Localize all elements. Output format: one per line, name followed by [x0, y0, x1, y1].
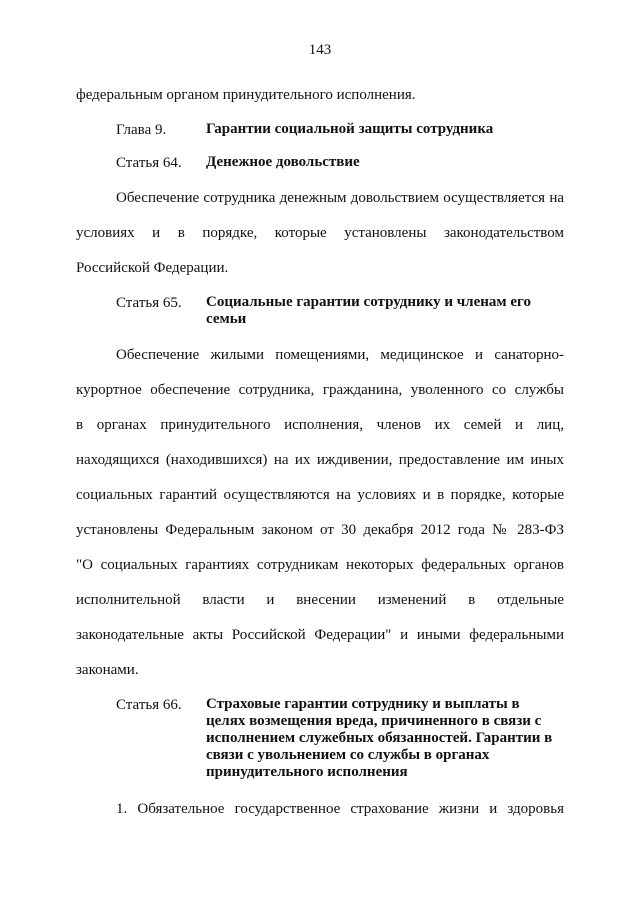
article-66-title-line: принудительного исполнения: [206, 764, 408, 780]
article-64-paragraph-line: Обеспечение сотрудника денежным довольствием осуществляется на: [116, 190, 564, 206]
article-66-title-line: Страховые гарантии сотруднику и выплаты в: [206, 696, 520, 712]
article-66-title-line: целях возмещения вреда, причиненного в связи с: [206, 713, 542, 729]
article-66-title-line: связи с увольнением со службы в органах: [206, 747, 490, 763]
article-64-paragraph-line: Российской Федерации.: [76, 260, 229, 276]
article-65-paragraph-line: законодательные акты Российской Федерации" и иными федеральными: [76, 627, 564, 643]
article-66-title-line: исполнением служебных обязанностей. Гарантии в: [206, 730, 553, 746]
article-65-paragraph-line: исполнительной власти и внесении изменений в отдельные: [76, 592, 564, 608]
article-65-paragraph-line: законами.: [76, 662, 139, 678]
article-65-paragraph-line: "О социальных гарантиях сотрудникам некоторых федеральных органов: [76, 557, 564, 573]
article-65-paragraph-line: социальных гарантий осуществляются на условиях и в порядке, которые: [76, 487, 564, 503]
article-65-title-line: семьи: [206, 311, 247, 327]
article-65-paragraph-line: курортное обеспечение сотрудника, гражданина, уволенного со службы: [76, 382, 564, 398]
article-64-label: Статья 64.: [116, 155, 182, 171]
continuation-text: федеральным органом принудительного исполнения.: [76, 87, 416, 103]
page-number: 143: [308, 42, 332, 58]
chapter-title: Гарантии социальной защиты сотрудника: [206, 121, 494, 137]
article-64-paragraph-line: условиях и в порядке, которые установлены законодательством: [76, 225, 564, 241]
article-65-title-line: Социальные гарантии сотруднику и членам его: [206, 294, 531, 310]
article-66-paragraph-line: 1. Обязательное государственное страхование жизни и здоровья: [116, 801, 564, 817]
article-65-title: [206, 294, 566, 328]
article-65-paragraph-line: установлены Федеральным законом от 30 декабря 2012 года № 283-ФЗ: [76, 522, 564, 538]
article-64-title: Денежное довольствие: [206, 154, 360, 170]
article-65-paragraph-line: в органах принудительного исполнения, членов их семей и лиц,: [76, 417, 564, 433]
article-65-label: Статья 65.: [116, 295, 182, 311]
article-66-title: [206, 696, 566, 781]
article-66-label: Статья 66.: [116, 697, 182, 713]
article-65-paragraph-line: Обеспечение жилыми помещениями, медицинское и санаторно-: [116, 347, 564, 363]
article-65-paragraph-line: находящихся (находившихся) на их иждивении, предоставление им иных: [76, 452, 564, 468]
chapter-label: Глава 9.: [116, 122, 167, 138]
